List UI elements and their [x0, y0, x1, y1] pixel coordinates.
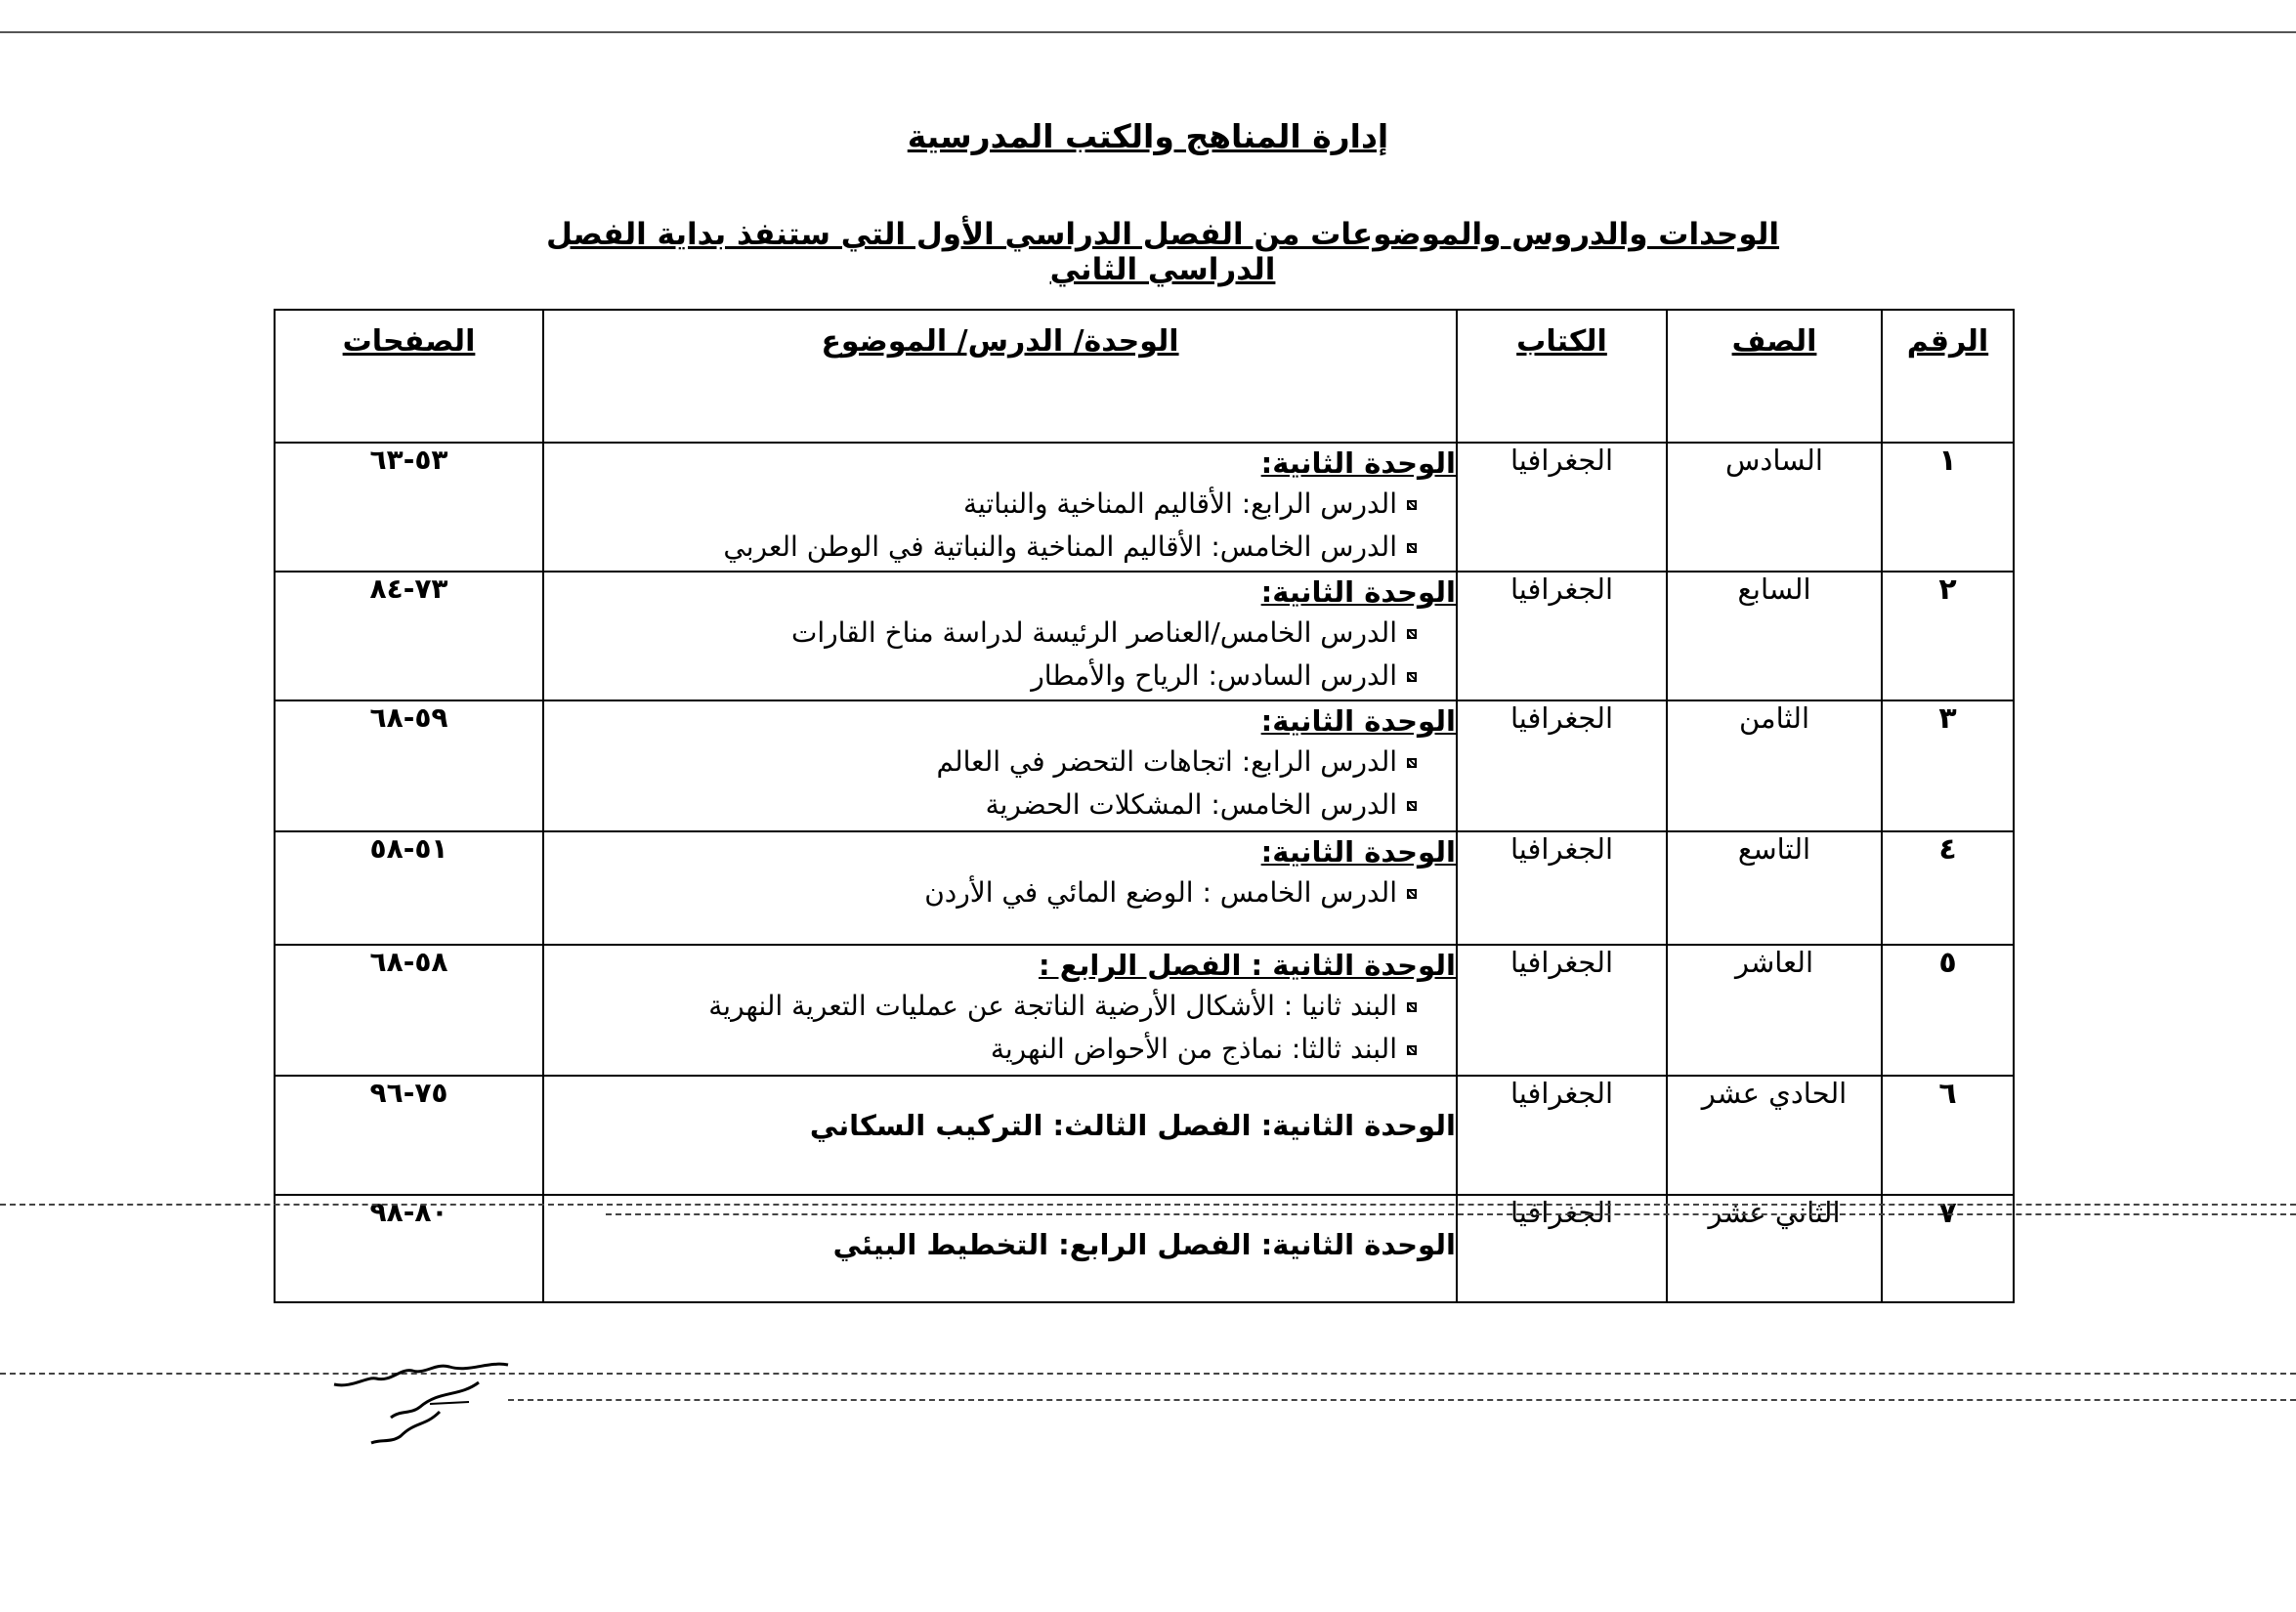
bullet-icon — [1407, 889, 1417, 899]
table-row — [275, 443, 2014, 572]
scan-edge-line — [0, 31, 2296, 33]
row-class: العاشر — [1667, 945, 1882, 1076]
unit-title: الوحدة الثانية: — [1260, 704, 1456, 738]
bullet-icon — [1407, 629, 1417, 639]
row-pages: ٥١-٥٨ — [275, 831, 543, 945]
row-class: التاسع — [1667, 831, 1882, 945]
lesson-item: الدرس الخامس: الأقاليم المناخية والنباتية في الوطن العربي — [544, 526, 1456, 569]
row-class: الثامن — [1667, 700, 1882, 831]
row-class: السادس — [1667, 443, 1882, 572]
header-unit: الوحدة/ الدرس/ الموضوع — [543, 310, 1457, 443]
lesson-item: البند ثانيا : الأشكال الأرضية الناتجة عن عمليات التعرية النهرية — [544, 985, 1456, 1028]
row-book: الجغرافيا — [1457, 1195, 1667, 1302]
row-pages: ٥٩-٦٨ — [275, 700, 543, 831]
header-book: الكتاب — [1457, 310, 1667, 443]
row-number: ٦ — [1882, 1076, 2014, 1195]
table-row — [275, 831, 2014, 945]
row-pages: ٨٠-٩٨ — [275, 1195, 543, 1302]
row-number: ١ — [1882, 443, 2014, 572]
unit-single: الوحدة الثانية: الفصل الرابع: التخطيط البيئي — [832, 1228, 1456, 1261]
scan-artifact-line — [606, 1213, 2296, 1215]
document-title: إدارة المناهج والكتب المدرسية — [907, 117, 1389, 155]
scan-artifact-line — [508, 1399, 2296, 1401]
row-unit — [543, 572, 1457, 700]
table-row — [275, 1195, 2014, 1302]
row-class: الثاني عشر — [1667, 1195, 1882, 1302]
header-class: الصف — [1667, 310, 1882, 443]
row-number: ٧ — [1882, 1195, 2014, 1302]
bullet-icon — [1407, 672, 1417, 682]
unit-single: الوحدة الثانية: الفصل الثالث: التركيب السكاني — [809, 1109, 1456, 1142]
row-unit — [543, 831, 1457, 945]
unit-title: الوحدة الثانية: — [1260, 575, 1456, 609]
bullet-icon — [1407, 500, 1417, 510]
row-pages: ٧٥-٩٦ — [275, 1076, 543, 1195]
lesson-item: البند ثالثا: نماذج من الأحواض النهرية — [544, 1028, 1456, 1071]
row-number: ٤ — [1882, 831, 2014, 945]
lesson-item: الدرس الرابع: اتجاهات التحضر في العالم — [544, 741, 1456, 784]
bullet-icon — [1407, 758, 1417, 768]
row-unit — [543, 443, 1457, 572]
bullet-icon — [1407, 1045, 1417, 1055]
schedule-table — [274, 309, 2015, 1303]
row-class: الحادي عشر — [1667, 1076, 1882, 1195]
row-book: الجغرافيا — [1457, 1076, 1667, 1195]
header-pages: الصفحات — [275, 310, 543, 443]
row-number: ٥ — [1882, 945, 2014, 1076]
lesson-item: الدرس الخامس : الوضع المائي في الأردن — [544, 871, 1456, 914]
table-header-row — [275, 310, 2014, 443]
unit-title: الوحدة الثانية: — [1260, 835, 1456, 869]
unit-title: الوحدة الثانية: — [1260, 446, 1456, 480]
row-book: الجغرافيا — [1457, 572, 1667, 700]
row-pages: ٥٣-٦٣ — [275, 443, 543, 572]
row-number: ٢ — [1882, 572, 2014, 700]
bullet-icon — [1407, 1002, 1417, 1012]
row-unit — [543, 945, 1457, 1076]
table-row — [275, 700, 2014, 831]
lesson-item: الدرس الخامس: المشكلات الحضرية — [544, 784, 1456, 827]
header-number: الرقم — [1882, 310, 2014, 443]
bullet-icon — [1407, 801, 1417, 811]
row-unit — [543, 1195, 1457, 1302]
document-subtitle: الوحدات والدروس والموضوعات من الفصل الدراسي الأول التي ستنفذ بداية الفصل الدراسي الثاني — [545, 217, 1780, 287]
lesson-item: الدرس الرابع: الأقاليم المناخية والنباتية — [544, 483, 1456, 526]
scan-artifact-line — [0, 1204, 2296, 1206]
row-pages: ٧٣-٨٤ — [275, 572, 543, 700]
table-row — [275, 572, 2014, 700]
row-unit — [543, 1076, 1457, 1195]
row-unit — [543, 700, 1457, 831]
unit-title: الوحدة الثانية : الفصل الرابع : — [1039, 949, 1456, 982]
table-row — [275, 1076, 2014, 1195]
lesson-item: الدرس الخامس/العناصر الرئيسة لدراسة مناخ القارات — [544, 612, 1456, 655]
row-book: الجغرافيا — [1457, 443, 1667, 572]
table-row — [275, 945, 2014, 1076]
handwritten-signature-icon — [322, 1353, 518, 1451]
row-book: الجغرافيا — [1457, 945, 1667, 1076]
row-pages: ٥٨-٦٨ — [275, 945, 543, 1076]
bullet-icon — [1407, 543, 1417, 553]
row-book: الجغرافيا — [1457, 700, 1667, 831]
row-class: السابع — [1667, 572, 1882, 700]
row-number: ٣ — [1882, 700, 2014, 831]
row-book: الجغرافيا — [1457, 831, 1667, 945]
lesson-item: الدرس السادس: الرياح والأمطار — [544, 655, 1456, 698]
